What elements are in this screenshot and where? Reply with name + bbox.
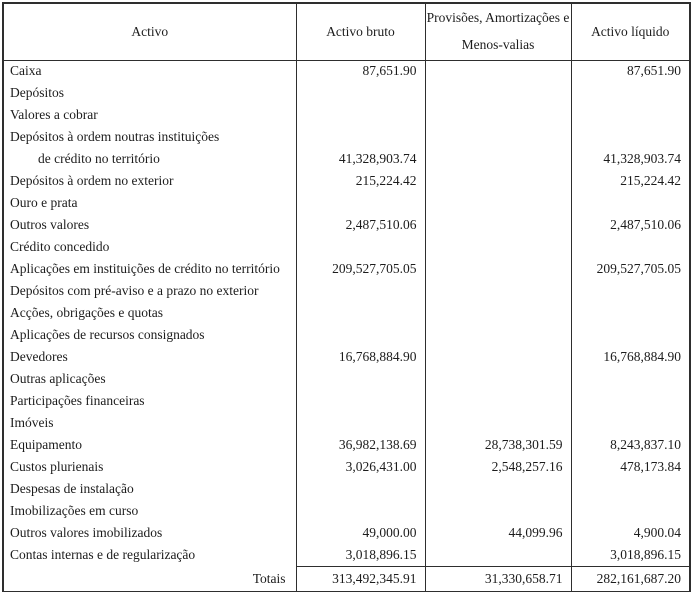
table-row [3,148,690,170]
cell-provisoes [425,148,571,170]
col-header-provisoes-line1: Provisões, Amortizações e [426,10,570,26]
totals-row [3,566,690,592]
cell-activo-liquido: 478,173.84 [571,456,690,478]
table-row [3,214,690,236]
cell-activo-liquido [571,82,690,104]
col-header-activo-bruto: Activo bruto [296,3,425,60]
table-row [3,456,690,478]
row-label: Custos plurienais [10,459,104,474]
row-label: Caixa [10,63,42,79]
cell-activo-bruto: 16,768,884.90 [296,346,425,368]
header-row [3,3,690,60]
cell-provisoes [425,236,571,258]
balance-sheet-table [2,2,691,592]
cell-activo-bruto [296,192,425,214]
cell-activo-liquido [571,412,690,434]
table-row [3,170,690,192]
table-row [3,258,690,280]
row-label: Outros valores [10,217,90,232]
row-label: Acções, obrigações e quotas [10,305,163,320]
cell-provisoes [425,412,571,434]
row-label: Outras aplicações [10,371,106,386]
cell-activo-bruto [296,500,425,522]
table-row [3,60,690,82]
cell-provisoes: 28,738,301.59 [425,434,571,456]
cell-activo-bruto [296,126,425,148]
row-label: Aplicações de recursos consignados [10,327,205,342]
cell-activo-liquido [571,390,690,412]
cell-activo-liquido [571,280,690,302]
cell-activo-liquido [571,126,690,148]
cell-activo-liquido [571,368,690,390]
totals-activo-liquido: 282,161,687.20 [571,566,690,592]
cell-activo-bruto [296,302,425,324]
cell-activo-liquido [571,500,690,522]
table-row [3,236,690,258]
row-label: Imobilizações em curso [10,503,139,518]
cell-activo-liquido: 2,487,510.06 [571,214,690,236]
row-label: Imóveis [10,415,54,430]
cell-provisoes [425,368,571,390]
cell-activo-liquido [571,192,690,214]
table-row [3,522,690,544]
cell-activo-liquido: 4,900.04 [571,522,690,544]
col-header-activo: Activo [3,3,296,60]
table-body [3,60,690,566]
cell-activo-bruto: 49,000.00 [296,522,425,544]
cell-provisoes [425,82,571,104]
table-row [3,478,690,500]
row-label: Contas internas e de regularização [10,547,196,562]
cell-provisoes [425,104,571,126]
cell-activo-liquido: 87,651.90 [571,60,690,82]
cell-activo-bruto: 215,224.42 [296,170,425,192]
table-row [3,346,690,368]
cell-activo-bruto [296,368,425,390]
cell-activo-bruto: 3,026,431.00 [296,456,425,478]
cell-activo-liquido [571,104,690,126]
table-row [3,544,690,566]
cell-provisoes [425,170,571,192]
cell-provisoes: 2,548,257.16 [425,456,571,478]
cell-activo-bruto [296,236,425,258]
cell-provisoes [425,346,571,368]
cell-activo-bruto: 209,527,705.05 [296,258,425,280]
table-row [3,324,690,346]
totals-label: Totais [252,570,286,586]
cell-provisoes [425,258,571,280]
cell-activo-bruto: 2,487,510.06 [296,214,425,236]
cell-provisoes [425,500,571,522]
cell-provisoes [425,390,571,412]
row-label: Devedores [10,349,68,364]
row-label: Depósitos à ordem noutras instituições [10,129,220,144]
table-row [3,390,690,412]
cell-activo-liquido [571,302,690,324]
cell-activo-liquido: 41,328,903.74 [571,148,690,170]
table-row [3,104,690,126]
cell-activo-bruto [296,412,425,434]
row-label: Ouro e prata [10,195,78,210]
row-label: Valores a cobrar [10,107,98,122]
totals-provisoes: 31,330,658.71 [425,566,571,592]
cell-activo-bruto [296,104,425,126]
cell-provisoes [425,192,571,214]
table-row [3,434,690,456]
cell-activo-bruto: 87,651.90 [296,60,425,82]
row-label: Depósitos [10,85,64,100]
cell-activo-bruto [296,280,425,302]
table-row [3,412,690,434]
table-row [3,280,690,302]
table-row [3,500,690,522]
cell-provisoes [425,280,571,302]
cell-activo-bruto: 36,982,138.69 [296,434,425,456]
cell-provisoes [425,302,571,324]
cell-provisoes: 44,099.96 [425,522,571,544]
cell-activo-bruto [296,390,425,412]
cell-provisoes [425,60,571,82]
cell-activo-liquido [571,236,690,258]
col-header-provisoes [425,3,571,60]
row-label: Despesas de instalação [10,481,134,496]
cell-activo-liquido [571,324,690,346]
table-row [3,126,690,148]
row-label: de crédito no território [38,151,160,166]
cell-activo-liquido: 3,018,896.15 [571,544,690,566]
row-label: Aplicações em instituições de crédito no território [10,261,280,276]
table-row [3,82,690,104]
cell-activo-liquido: 209,527,705.05 [571,258,690,280]
cell-activo-bruto [296,324,425,346]
row-label: Depósitos à ordem no exterior [10,173,174,188]
cell-activo-bruto: 41,328,903.74 [296,148,425,170]
table-row [3,368,690,390]
cell-activo-liquido: 8,243,837.10 [571,434,690,456]
cell-provisoes [425,126,571,148]
table-row [3,302,690,324]
col-header-provisoes-line2: Menos-valias [461,36,535,52]
cell-activo-bruto [296,82,425,104]
col-header-activo-liquido: Activo líquido [571,3,690,60]
row-label: Crédito concedido [10,239,110,254]
cell-provisoes [425,214,571,236]
totals-activo-bruto: 313,492,345.91 [296,566,425,592]
cell-provisoes [425,478,571,500]
cell-activo-bruto: 3,018,896.15 [296,544,425,566]
table-row [3,192,690,214]
row-label: Participações financeiras [10,393,145,408]
row-label: Outros valores imobilizados [10,525,163,540]
cell-activo-liquido [571,478,690,500]
cell-activo-bruto [296,478,425,500]
row-label: Equipamento [10,437,82,452]
row-label: Depósitos com pré-aviso e a prazo no exterior [10,283,259,298]
cell-activo-liquido: 16,768,884.90 [571,346,690,368]
cell-provisoes [425,544,571,566]
cell-provisoes [425,324,571,346]
cell-activo-liquido: 215,224.42 [571,170,690,192]
